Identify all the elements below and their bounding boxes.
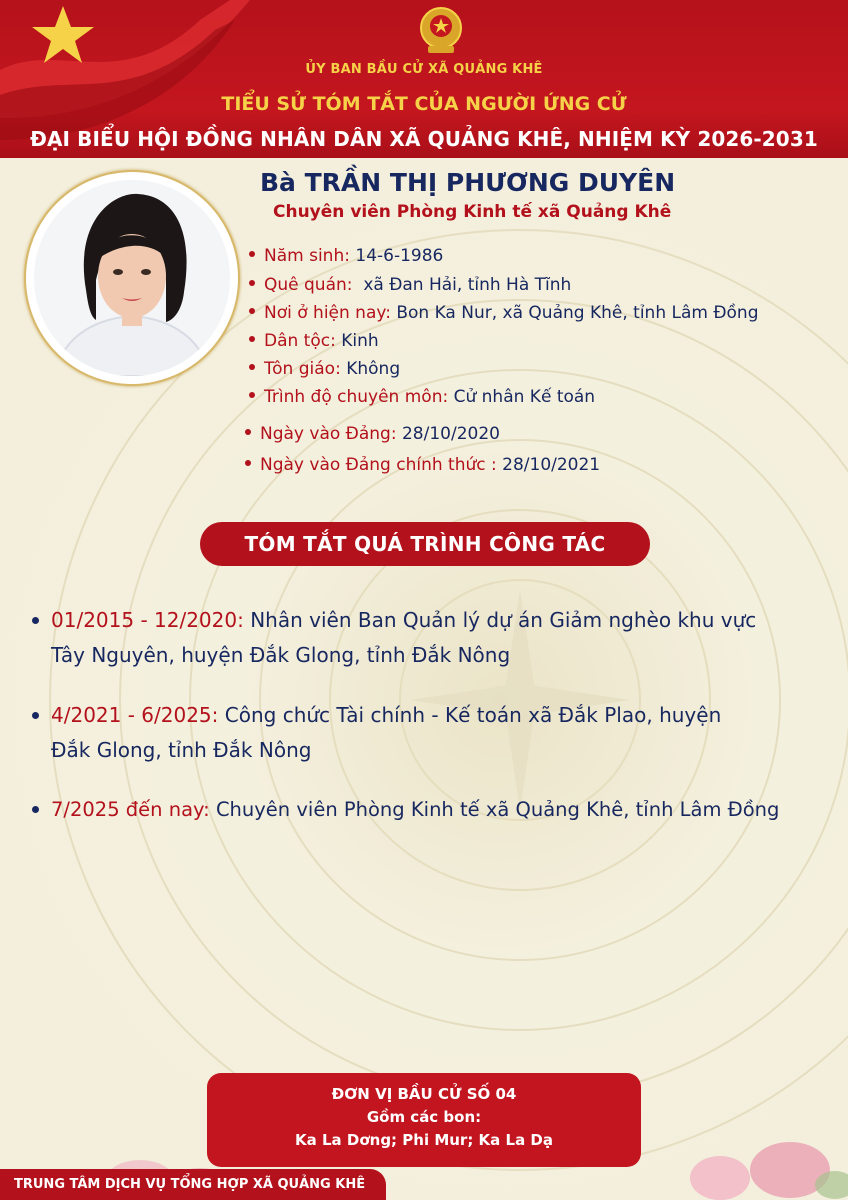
- bullet-icon: [32, 806, 39, 813]
- bullet-icon: [249, 364, 255, 370]
- header-banner: [0, 0, 848, 158]
- candidate-name: Bà TRẦN THỊ PHƯƠNG DUYÊN: [260, 168, 676, 197]
- detail-label: Ngày vào Đảng chính thức :: [260, 455, 497, 475]
- bullet-icon: [249, 336, 255, 342]
- detail-birth-date: [249, 246, 443, 266]
- lotus-icon: [660, 1130, 848, 1200]
- candidate-photo-frame: [24, 170, 240, 386]
- detail-ethnicity: [249, 331, 379, 351]
- bullet-icon: [249, 251, 255, 257]
- detail-label: Nơi ở hiện nay:: [264, 303, 391, 323]
- bullet-icon: [245, 460, 251, 466]
- detail-party-official-date: [245, 455, 600, 475]
- career-role-line2: Đắk Glong, tỉnh Đắk Nông: [51, 738, 312, 762]
- detail-value: Kinh: [341, 331, 379, 351]
- detail-label: Năm sinh:: [264, 246, 350, 266]
- detail-party-join-date: [245, 424, 500, 444]
- bullet-icon: [249, 392, 255, 398]
- star-icon: [30, 4, 96, 66]
- portrait-image: [34, 180, 230, 376]
- candidate-position: Chuyên viên Phòng Kinh tế xã Quảng Khê: [273, 202, 672, 222]
- electoral-unit-title: ĐƠN VỊ BẦU CỬ SỐ 04: [331, 1085, 517, 1103]
- detail-value: Bon Ka Nur, xã Quảng Khê, tỉnh Lâm Đồng: [396, 303, 759, 323]
- detail-label: Dân tộc:: [264, 331, 336, 351]
- detail-label: Tôn giáo:: [264, 359, 341, 379]
- bullet-icon: [32, 712, 39, 719]
- bullet-icon: [32, 617, 39, 624]
- detail-religion: [249, 359, 400, 379]
- document-title: TIỂU SỬ TÓM TẮT CỦA NGƯỜI ỨNG CỬ: [221, 93, 627, 115]
- career-item: [32, 698, 832, 768]
- candidate-photo: [34, 180, 230, 376]
- electoral-unit-box: [207, 1073, 641, 1167]
- detail-value: Không: [346, 359, 401, 379]
- career-period: 4/2021 - 6/2025:: [51, 703, 219, 727]
- detail-value: 28/10/2020: [401, 424, 500, 444]
- career-period: 7/2025 đến nay:: [51, 798, 210, 821]
- bullet-icon: [249, 308, 255, 314]
- career-summary-heading: TÓM TẮT QUÁ TRÌNH CÔNG TÁC: [200, 522, 650, 566]
- electoral-unit-subtitle: Gồm các bon:: [366, 1108, 482, 1126]
- document-subtitle: ĐẠI BIỂU HỘI ĐỒNG NHÂN DÂN XÃ QUẢNG KHÊ, NHIỆM KỲ 2026-2031: [30, 127, 818, 151]
- detail-label: Ngày vào Đảng:: [260, 424, 397, 444]
- career-role-line1: Chuyên viên Phòng Kinh tế xã Quảng Khê, tỉnh Lâm Đồng: [215, 798, 780, 821]
- detail-value: Cử nhân Kế toán: [453, 387, 596, 407]
- election-committee-label: ỦY BAN BẦU CỬ XÃ QUẢNG KHÊ: [305, 62, 543, 77]
- detail-label: Trình độ chuyên môn:: [264, 387, 449, 407]
- career-role-line1: Nhân viên Ban Quản lý dự án Giảm nghèo khu vực: [250, 608, 757, 632]
- career-role-line2: Tây Nguyên, huyện Đắk Glong, tỉnh Đắk Nông: [51, 643, 511, 667]
- detail-value: 14-6-1986: [355, 246, 444, 266]
- career-item: [32, 603, 832, 673]
- detail-label: Quê quán:: [264, 275, 353, 295]
- detail-value: 28/10/2021: [502, 455, 601, 475]
- career-period: 01/2015 - 12/2020:: [51, 608, 244, 632]
- detail-current-residence: [249, 303, 759, 323]
- electoral-unit-list: Ka La Dơng; Phi Mur; Ka La Dạ: [295, 1131, 553, 1149]
- bullet-icon: [245, 429, 251, 435]
- career-item: [32, 792, 842, 827]
- detail-value: xã Đan Hải, tỉnh Hà Tĩnh: [363, 275, 572, 295]
- detail-qualification: [249, 387, 595, 407]
- career-role-line1: Công chức Tài chính - Kế toán xã Đắk Plao, huyện: [224, 703, 722, 727]
- footer-organization: TRUNG TÂM DỊCH VỤ TỔNG HỢP XÃ QUẢNG KHÊ: [0, 1169, 386, 1200]
- detail-hometown: [249, 275, 571, 295]
- bullet-icon: [249, 280, 255, 286]
- emblem-icon: [418, 6, 464, 56]
